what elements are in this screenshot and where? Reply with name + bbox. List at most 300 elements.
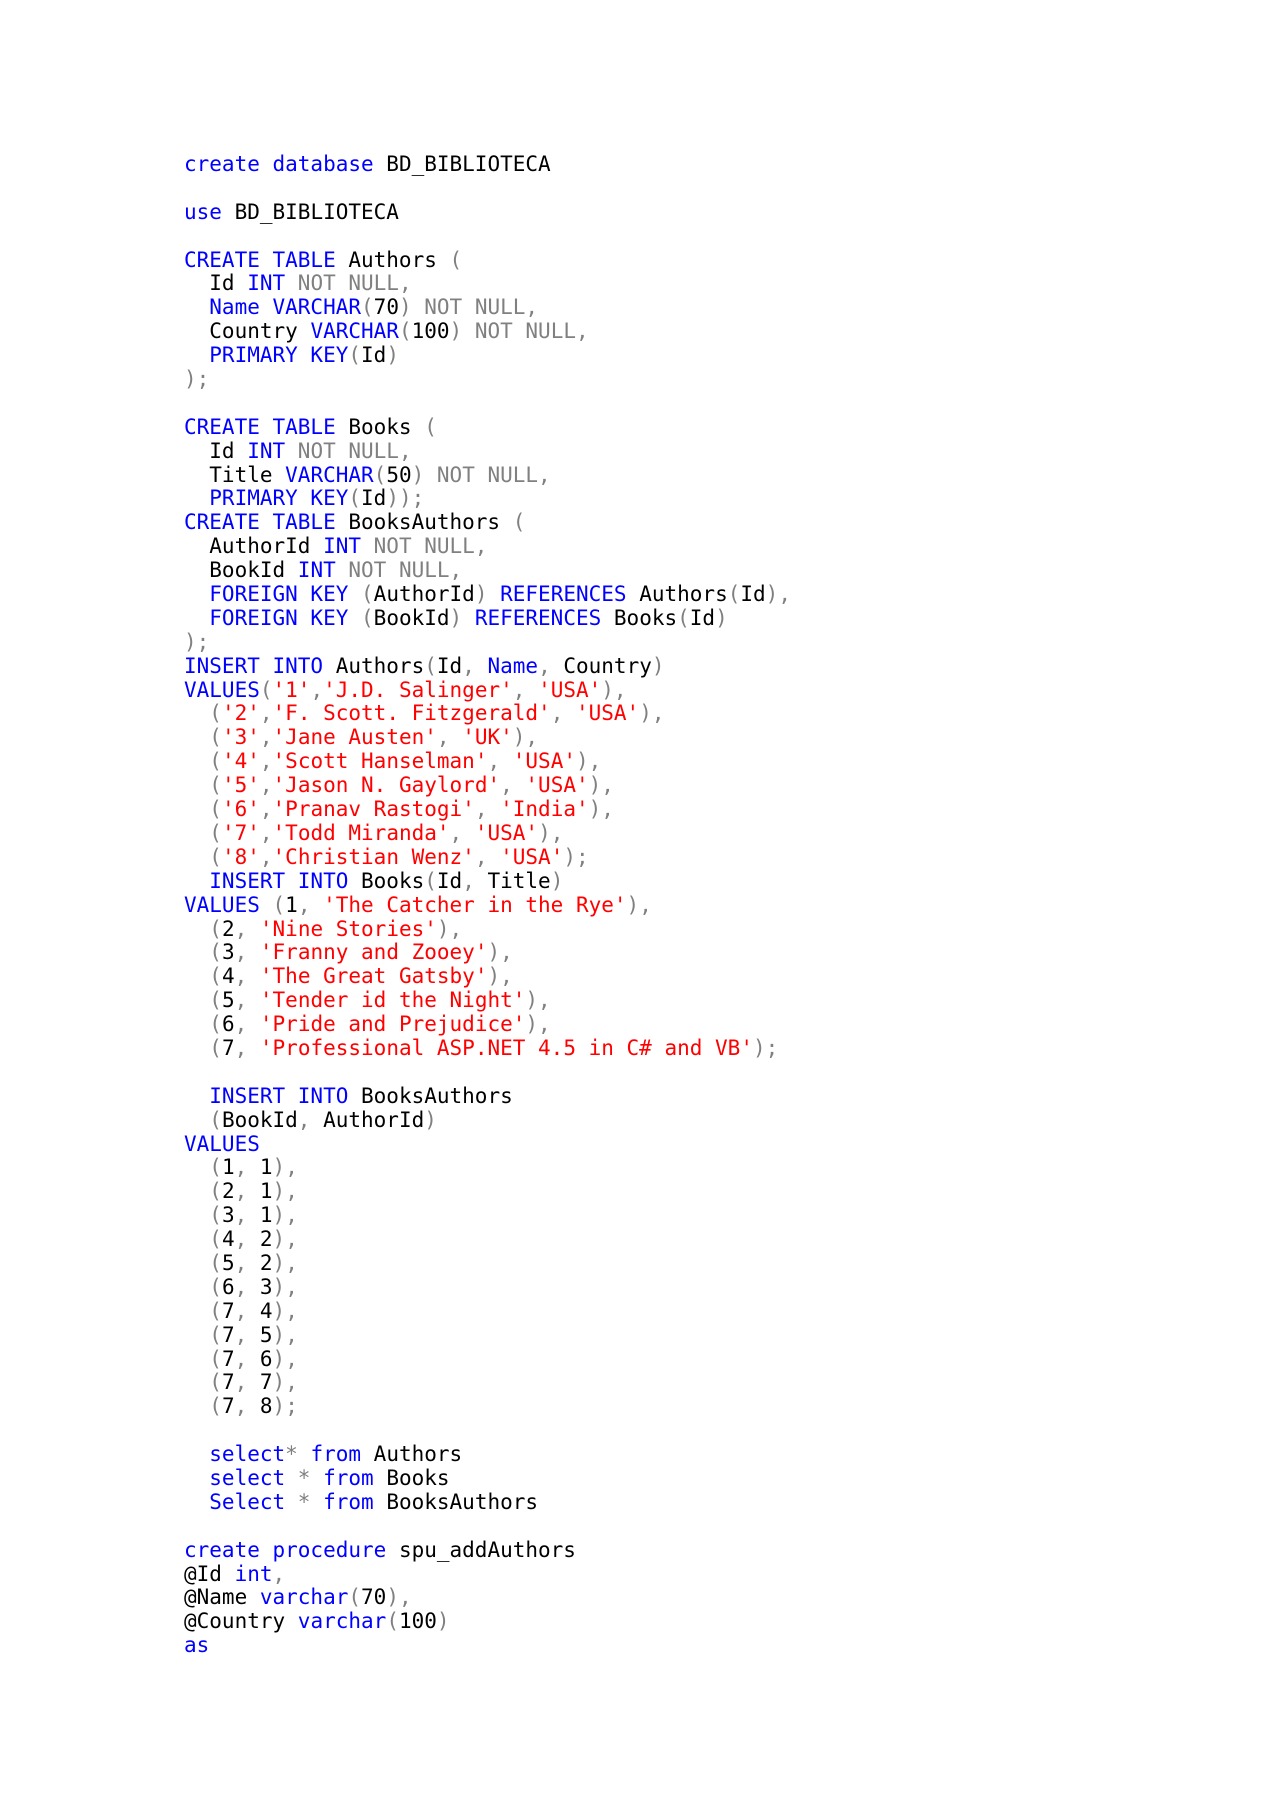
sql-punctuation: ), (588, 797, 614, 822)
sql-identifier: AuthorId (323, 1107, 425, 1132)
code-line (184, 1419, 791, 1443)
sql-punctuation: ( (361, 605, 374, 630)
sql-punctuation: , (487, 749, 513, 774)
sql-punctuation: ); (563, 844, 589, 869)
sql-punctuation: ) (436, 1609, 450, 1634)
sql-punctuation: , (259, 725, 273, 750)
sql-punctuation: , (310, 677, 324, 702)
sql-keyword: CREATE TABLE (184, 510, 336, 535)
sql-identifier: BD_BIBLIOTECA (221, 199, 399, 224)
sql-punctuation: ) (550, 868, 564, 893)
sql-punctuation: ); (752, 1035, 779, 1060)
code-line (184, 320, 791, 344)
sql-punctuation: ), (272, 1370, 298, 1395)
code-line (184, 1324, 791, 1348)
sql-identifier: 6 (221, 1274, 235, 1299)
sql-identifier: BooksAuthors (335, 510, 513, 535)
sql-punctuation: , (297, 892, 324, 917)
sql-punctuation: ), (272, 1155, 298, 1180)
sql-identifier: 2 (221, 1179, 235, 1204)
sql-string: 'Pride and Prejudice' (259, 1012, 526, 1037)
sql-identifier: 5 (221, 1250, 235, 1275)
sql-punctuation: ), (575, 749, 602, 774)
sql-punctuation: , (234, 916, 260, 941)
sql-identifier: Books (601, 605, 678, 630)
sql-string: 'USA' (474, 820, 539, 845)
sql-punctuation: NOT NULL, (285, 438, 412, 463)
code-line (184, 1085, 791, 1109)
sql-punctuation: ( (398, 319, 412, 344)
sql-string: 'Jane Austen' (272, 725, 437, 750)
sql-identifier: @Name (184, 1585, 260, 1610)
sql-punctuation: ( (184, 1346, 222, 1371)
sql-keyword: varchar (297, 1609, 387, 1634)
sql-punctuation: ), (538, 820, 564, 845)
sql-punctuation: ) (715, 605, 728, 630)
sql-identifier: Books (335, 414, 425, 439)
sql-punctuation: ), (272, 1274, 298, 1299)
sql-keyword: VALUES (184, 1131, 260, 1156)
sql-punctuation: ) (424, 1107, 437, 1132)
code-line (184, 416, 791, 440)
sql-punctuation: , (259, 844, 273, 869)
sql-punctuation: ), (588, 773, 614, 798)
sql-identifier: 7 (221, 1346, 235, 1371)
sql-punctuation: ) NOT NULL, (398, 295, 539, 320)
sql-punctuation: ( (677, 605, 690, 630)
sql-keyword: FOREIGN KEY (184, 605, 362, 630)
sql-punctuation: , (550, 701, 576, 726)
sql-punctuation: ( (184, 1298, 222, 1323)
sql-punctuation: ), (601, 677, 627, 702)
code-line (184, 1228, 791, 1252)
sql-identifier: 1 (259, 1155, 273, 1180)
code-line (184, 1610, 791, 1634)
sql-identifier: BooksAuthors (348, 1083, 513, 1108)
sql-punctuation: ( (184, 1250, 222, 1275)
code-line (184, 1491, 791, 1515)
sql-identifier: 100 (398, 1609, 437, 1634)
sql-punctuation: ( (424, 414, 437, 439)
sql-punctuation: ); (184, 629, 210, 654)
sql-string: 'Christian Wenz' (272, 844, 475, 869)
sql-punctuation: , (538, 653, 564, 678)
sql-identifier: 4 (259, 1298, 273, 1323)
sql-punctuation: ) NOT NULL, (411, 462, 551, 487)
code-line (184, 631, 791, 655)
sql-punctuation: NOT NULL, (361, 534, 488, 559)
code-line (184, 1443, 791, 1467)
sql-identifier: 8 (259, 1394, 273, 1419)
sql-keyword: PRIMARY KEY (184, 486, 349, 511)
sql-punctuation: , (272, 1561, 286, 1586)
sql-identifier: Title (184, 462, 286, 487)
sql-identifier: Books (348, 868, 425, 893)
sql-identifier: Id (184, 438, 248, 463)
sql-punctuation: ), (525, 1012, 551, 1037)
sql-punctuation: * (285, 1465, 324, 1490)
sql-identifier: Id (361, 486, 387, 511)
code-line (184, 894, 791, 918)
sql-punctuation: , (234, 940, 260, 965)
sql-identifier: 7 (221, 1035, 235, 1060)
sql-punctuation: , (234, 964, 260, 989)
code-line (184, 1467, 791, 1491)
sql-keyword: as (184, 1633, 210, 1658)
code-line (184, 153, 791, 177)
sql-punctuation: ), (272, 1203, 298, 1228)
sql-identifier: 6 (221, 1012, 235, 1037)
sql-punctuation: , (297, 1107, 324, 1132)
sql-identifier: @Id (184, 1561, 235, 1586)
sql-punctuation: ( (348, 486, 362, 511)
sql-identifier: 6 (259, 1346, 273, 1371)
sql-punctuation: , (234, 1370, 260, 1395)
code-line (184, 1395, 791, 1419)
code-line (184, 201, 791, 225)
sql-punctuation: ( (727, 582, 741, 607)
code-line (184, 368, 791, 392)
sql-punctuation: ( (184, 844, 222, 869)
sql-punctuation: , (234, 1179, 260, 1204)
sql-punctuation: ), (639, 701, 665, 726)
sql-identifier: 50 (386, 462, 412, 487)
sql-punctuation: , (234, 1298, 260, 1323)
sql-identifier: 2 (259, 1250, 273, 1275)
code-line (184, 822, 791, 846)
sql-identifier: 70 (361, 1585, 387, 1610)
sql-punctuation: ), (272, 1227, 298, 1252)
sql-keyword: REFERENCES (500, 582, 627, 607)
code-line (184, 1300, 791, 1324)
sql-punctuation: ) NOT NULL, (449, 319, 589, 344)
sql-identifier: 1 (285, 892, 298, 917)
code-line (184, 1371, 791, 1395)
sql-punctuation: ) (449, 605, 475, 630)
sql-identifier: BookId (221, 1107, 298, 1132)
code-line (184, 1013, 791, 1037)
sql-identifier: 100 (411, 319, 450, 344)
sql-string: 'F. Scott. Fitzgerald' (272, 701, 551, 726)
sql-string: '5' (221, 773, 260, 798)
sql-code-block (184, 153, 791, 1658)
sql-identifier: 3 (221, 1203, 235, 1228)
code-line (184, 965, 791, 989)
sql-string: 'USA' (500, 844, 564, 869)
sql-punctuation: ( (449, 247, 463, 272)
code-line (184, 774, 791, 798)
sql-keyword: create procedure (184, 1537, 387, 1562)
sql-string: 'The Great Gatsby' (259, 964, 488, 989)
sql-punctuation: ) (474, 582, 501, 607)
sql-punctuation: , (259, 820, 273, 845)
sql-punctuation: )); (386, 486, 425, 511)
code-line (184, 918, 791, 942)
code-line (184, 1180, 791, 1204)
sql-keyword: CREATE TABLE (184, 414, 336, 439)
sql-punctuation: ), (272, 1250, 298, 1275)
sql-punctuation: ), (386, 1585, 412, 1610)
sql-identifier: Country (563, 653, 652, 678)
sql-identifier: Id (689, 605, 716, 630)
sql-string: 'Scott Hanselman' (272, 749, 488, 774)
sql-identifier: BooksAuthors (373, 1489, 539, 1514)
code-line (184, 1133, 791, 1157)
sql-keyword: REFERENCES (474, 605, 602, 630)
code-line (184, 1061, 791, 1085)
code-line (184, 272, 791, 296)
sql-identifier: BookId (373, 605, 450, 630)
code-line (184, 1348, 791, 1372)
sql-identifier: 7 (221, 1322, 235, 1347)
code-line (184, 249, 791, 273)
sql-string: 'USA' (538, 677, 602, 702)
sql-punctuation: ( (184, 749, 222, 774)
sql-punctuation: ( (184, 1370, 222, 1395)
sql-punctuation: ( (184, 797, 222, 822)
sql-punctuation: , (234, 1155, 260, 1180)
sql-punctuation: ( (348, 1585, 362, 1610)
sql-punctuation: ), (487, 940, 513, 965)
sql-punctuation: ( (424, 868, 437, 893)
code-line (184, 1539, 791, 1563)
sql-keyword: from (323, 1465, 374, 1490)
sql-punctuation: , (512, 677, 539, 702)
sql-identifier: 1 (259, 1179, 273, 1204)
code-line (184, 583, 791, 607)
sql-identifier: 4 (221, 1227, 235, 1252)
code-line (184, 798, 791, 822)
code-line (184, 846, 791, 870)
code-line (184, 296, 791, 320)
sql-string: 'USA' (512, 749, 576, 774)
sql-identifier: BD_BIBLIOTECA (373, 152, 551, 176)
code-line (184, 726, 791, 750)
sql-punctuation: ), (525, 988, 551, 1013)
sql-punctuation: ( (184, 988, 222, 1013)
sql-string: 'India' (500, 797, 589, 822)
code-line (184, 559, 791, 583)
sql-punctuation: ); (184, 367, 210, 392)
sql-keyword: INSERT INTO (184, 653, 324, 678)
sql-keyword: use (184, 199, 222, 224)
sql-punctuation: ( (424, 653, 437, 678)
sql-identifier: Id (184, 271, 248, 296)
sql-string: '2' (221, 701, 260, 726)
sql-identifier: 7 (221, 1394, 235, 1419)
sql-punctuation: ( (512, 510, 526, 535)
sql-punctuation: ( (184, 1322, 222, 1347)
sql-identifier: spu_addAuthors (386, 1537, 576, 1562)
sql-punctuation: ( (184, 1274, 222, 1299)
sql-punctuation: ), (512, 725, 539, 750)
sql-punctuation: ( (184, 1035, 222, 1060)
sql-keyword: INT (323, 534, 362, 559)
sql-keyword: select (184, 1442, 286, 1467)
sql-identifier: 1 (259, 1203, 273, 1228)
sql-string: 'UK' (462, 725, 513, 750)
sql-keyword: Name (487, 653, 539, 678)
sql-keyword: VALUES (184, 677, 260, 702)
sql-identifier: 4 (221, 964, 235, 989)
sql-identifier: Title (487, 868, 551, 893)
sql-keyword: FOREIGN KEY (184, 582, 362, 607)
sql-punctuation: , (259, 749, 273, 774)
sql-punctuation: ( (259, 677, 273, 702)
code-line (184, 177, 791, 201)
sql-punctuation: ), (272, 1179, 298, 1204)
sql-punctuation: ), (272, 1298, 298, 1323)
code-line (184, 702, 791, 726)
sql-keyword: INSERT INTO (184, 868, 349, 893)
sql-keyword: VALUES (184, 892, 260, 917)
sql-keyword: varchar (259, 1585, 349, 1610)
sql-string: 'USA' (575, 701, 640, 726)
sql-keyword: VARCHAR (310, 319, 399, 344)
sql-punctuation: ), (765, 582, 791, 607)
sql-identifier: 2 (259, 1227, 273, 1252)
code-line (184, 655, 791, 679)
sql-keyword: create database (184, 152, 374, 176)
code-line (184, 607, 791, 631)
sql-punctuation: ( (361, 582, 374, 607)
code-line (184, 989, 791, 1013)
sql-punctuation: ( (184, 773, 222, 798)
sql-punctuation: ( (184, 1012, 222, 1037)
sql-punctuation: , (234, 1394, 260, 1419)
code-line (184, 344, 791, 368)
sql-keyword: int (234, 1561, 273, 1586)
sql-identifier: Books (373, 1465, 450, 1490)
code-line (184, 750, 791, 774)
code-line (184, 1515, 791, 1539)
sql-string: 'Pranav Rastogi' (272, 797, 475, 822)
sql-punctuation: ( (184, 701, 222, 726)
sql-punctuation: ) (651, 653, 665, 678)
sql-punctuation: , (234, 1250, 260, 1275)
sql-identifier: Id (361, 343, 387, 368)
sql-punctuation: ), (272, 1346, 298, 1371)
sql-string: '1' (272, 677, 311, 702)
sql-identifier: 3 (259, 1274, 273, 1299)
sql-punctuation: ( (184, 964, 222, 989)
sql-keyword: from (297, 1442, 362, 1467)
sql-string: 'Todd Miranda' (272, 820, 450, 845)
sql-punctuation: , (234, 1322, 260, 1347)
code-line (184, 225, 791, 249)
sql-punctuation: ( (361, 295, 374, 320)
sql-punctuation: NOT NULL, (335, 558, 463, 583)
sql-keyword: select (184, 1465, 286, 1490)
sql-identifier: 7 (221, 1298, 235, 1323)
sql-punctuation: , (259, 701, 273, 726)
code-line (184, 440, 791, 464)
sql-identifier: Authors (361, 1442, 463, 1467)
sql-punctuation: ); (272, 1394, 298, 1419)
sql-punctuation: , (462, 653, 488, 678)
sql-punctuation: , (234, 1227, 260, 1252)
sql-keyword: CREATE TABLE (184, 247, 336, 272)
code-line (184, 1156, 791, 1180)
code-line (184, 487, 791, 511)
sql-punctuation: ), (436, 916, 463, 941)
sql-string: '7' (221, 820, 260, 845)
sql-identifier: BookId (184, 558, 298, 583)
code-line (184, 1109, 791, 1133)
sql-identifier: 5 (259, 1322, 273, 1347)
sql-identifier: 5 (221, 988, 235, 1013)
code-line (184, 679, 791, 703)
sql-punctuation: ( (184, 1179, 222, 1204)
sql-string: 'Franny and Zooey' (259, 940, 488, 965)
sql-identifier: Id (436, 868, 463, 893)
sql-identifier: 3 (221, 940, 235, 965)
sql-identifier: AuthorId (184, 534, 324, 559)
code-line (184, 511, 791, 535)
sql-string: 'Jason N. Gaylord' (272, 773, 501, 798)
sql-keyword: Name VARCHAR (184, 295, 362, 320)
sql-punctuation: ( (184, 820, 222, 845)
sql-punctuation: ( (184, 916, 222, 941)
code-line (184, 1204, 791, 1228)
sql-punctuation: NOT NULL, (285, 271, 412, 296)
sql-keyword: INT (247, 438, 286, 463)
sql-punctuation: ), (272, 1322, 298, 1347)
sql-identifier: Authors (626, 582, 728, 607)
code-line (184, 464, 791, 488)
sql-identifier: 70 (373, 295, 399, 320)
sql-identifier: 7 (221, 1370, 235, 1395)
code-line (184, 1037, 791, 1061)
sql-punctuation: ( (386, 1609, 399, 1634)
sql-string: 'Professional ASP.NET 4.5 in C# and VB' (259, 1035, 753, 1060)
sql-identifier: 2 (221, 916, 235, 941)
sql-punctuation: ( (184, 1394, 222, 1419)
sql-identifier: Id (740, 582, 766, 607)
code-line (184, 1252, 791, 1276)
sql-punctuation: , (234, 988, 260, 1013)
code-line (184, 870, 791, 894)
sql-punctuation: ( (348, 343, 362, 368)
sql-punctuation: ) (386, 343, 399, 368)
sql-keyword: PRIMARY KEY (184, 343, 349, 368)
sql-punctuation: ( (184, 940, 222, 965)
sql-punctuation: , (234, 1012, 260, 1037)
sql-identifier: 1 (221, 1155, 235, 1180)
sql-string: 'J.D. Salinger' (323, 677, 513, 702)
sql-punctuation: * (285, 1442, 298, 1467)
sql-punctuation: , (436, 725, 463, 750)
sql-punctuation: , (474, 844, 501, 869)
sql-identifier: Id (436, 653, 463, 678)
sql-punctuation: ( (184, 1107, 222, 1132)
sql-punctuation: ( (184, 1155, 222, 1180)
sql-punctuation: , (234, 1203, 260, 1228)
sql-punctuation: , (462, 868, 488, 893)
code-line (184, 1586, 791, 1610)
sql-punctuation: ( (184, 1227, 222, 1252)
sql-punctuation: ( (259, 892, 286, 917)
sql-identifier: 7 (259, 1370, 273, 1395)
sql-string: '3' (221, 725, 260, 750)
sql-punctuation: , (234, 1274, 260, 1299)
sql-punctuation: ( (184, 1203, 222, 1228)
sql-keyword: INSERT INTO (184, 1083, 349, 1108)
sql-identifier: Country (184, 319, 311, 344)
code-line (184, 535, 791, 559)
code-line (184, 941, 791, 965)
sql-punctuation: ( (184, 725, 222, 750)
